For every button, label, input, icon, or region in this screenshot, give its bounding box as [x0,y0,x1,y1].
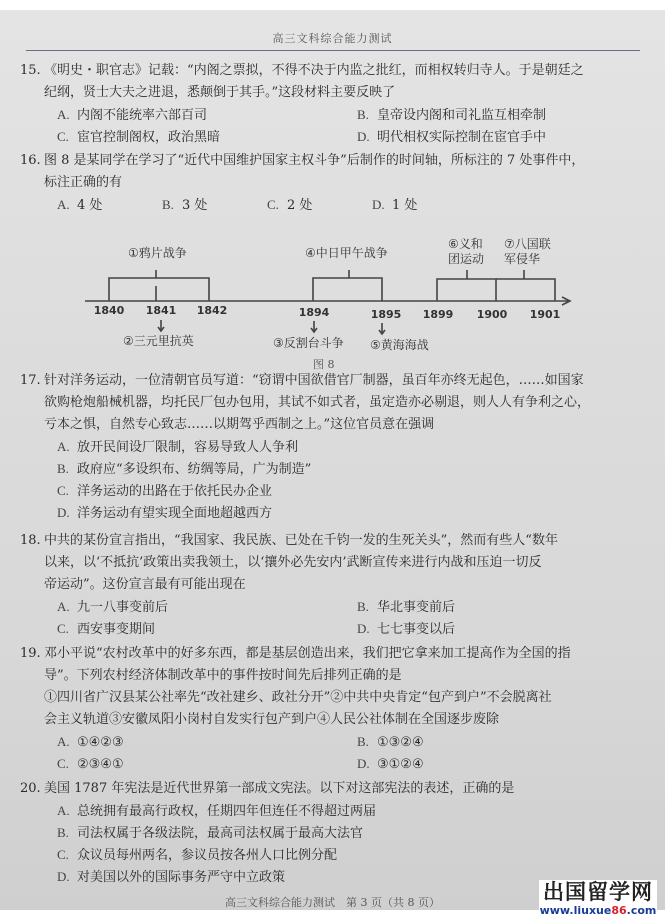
option-label: B. [57,825,69,840]
stem-line: 针对洋务运动，一位清朝官员写道：“窃谓中国欲借官厂制器，虽百年亦终无起色，……如国家 [44,373,584,388]
option-text: 内阁不能统率六部百司 [77,108,208,123]
option-text: ①④②③ [77,735,124,750]
question-number: 16. [20,153,41,168]
timeline-figure [80,232,580,372]
stem-line: 美国 1787 年宪法是近代世界第一部成文宪法。以下对这部宪法的表述，正确的是 [44,781,515,796]
question-number: 15. [20,63,41,78]
year-1899: 1899 [422,308,454,321]
options [20,194,650,216]
event-3-anti-cession-taiwan: ③反割台斗争 [273,336,344,350]
page-header-title: 高三文科综合能力测试 [272,32,393,45]
event-6-boxer-movement: ⑥义和 团运动 [448,237,485,266]
option-c[interactable] [57,126,357,148]
option-text: ①③②④ [377,735,424,750]
question-number: 19. [20,646,41,661]
year-1900: 1900 [476,308,508,321]
option-label: B. [57,461,69,476]
event-2-sanyuanli: ②三元里抗英 [123,334,194,348]
options [20,731,650,775]
year-1895: 1895 [370,308,402,321]
option-text: 西安事变期间 [77,622,156,637]
option-label: C. [57,621,69,636]
option-b[interactable] [357,731,657,753]
option-a[interactable] [57,104,357,126]
options [20,596,650,640]
question-16 [20,150,650,216]
stem-line: 亏本之惧，自然专心致志……以期驾乎西制之上。”这位官员意在强调 [44,417,435,432]
option-text: 九一八事变前后 [77,600,169,615]
option-text: 洋务运动的出路在于依托民办企业 [77,484,273,499]
question-number: 20. [20,781,41,796]
option-label: B. [162,197,174,212]
options [20,800,650,888]
option-label: A. [57,107,70,122]
exam-page [0,10,665,910]
stem-line: 导”。下列农村经济体制改革中的事件按时间先后排列正确的是 [44,668,402,683]
watermark-name: 出国留学网 [539,880,657,904]
option-c[interactable] [57,844,650,866]
option-label: A. [57,803,70,818]
option-c[interactable] [267,194,372,216]
option-b[interactable] [57,458,650,480]
option-b[interactable] [162,194,267,216]
question-number: 17. [20,373,41,388]
page-footer: 高三文科综合能力测试 第 3 页（共 8 页） [225,896,440,909]
stem-line: 欲购枪炮船械机器，均托民厂包办包用，其试不如式者，虽定造亦必剔退，则人人有争利之心， [44,395,591,410]
option-label: A. [57,439,70,454]
option-text: 众议员每州两名，参议员按各州人口比例分配 [77,848,338,863]
option-text: 放开民间设厂限制，容易导致人人争利 [77,440,299,455]
year-1901: 1901 [529,308,561,321]
stem-line: 帝运动”。这份宣言最有可能出现在 [44,577,246,592]
option-label: B. [357,107,369,122]
year-1840: 1840 [93,304,125,317]
event-1-opium-war: ①鸦片战争 [128,246,187,260]
option-text: 皇帝设内阁和司礼监互相牵制 [377,108,547,123]
header-divider [26,50,640,51]
year-1841: 1841 [145,304,177,317]
option-label: B. [357,599,369,614]
option-b[interactable] [357,596,657,618]
option-label: A. [57,734,70,749]
option-label: D. [57,869,70,884]
option-label: A. [57,599,70,614]
options [20,104,650,148]
question-20 [20,778,650,888]
option-label: C. [267,197,279,212]
question-stem [20,530,650,596]
option-d[interactable] [357,753,657,775]
question-18 [20,530,650,640]
stem-line: 图 8 是某同学在学习了“近代中国维护国家主权斗争”后制作的时间轴，所标注的 7 处事件中， [44,153,585,168]
option-label: A. [57,197,70,212]
option-text: 七七事变以后 [377,622,456,637]
site-watermark[interactable] [539,880,657,917]
stem-line: 会主义轨道③安徽凤阳小岗村自发实行包产到户④人民公社体制在全国逐步废除 [44,712,500,727]
option-label: C. [57,847,69,862]
question-17 [20,370,650,524]
question-15 [20,60,650,148]
option-label: C. [57,129,69,144]
watermark-url: www.liuxue86.com [539,904,657,917]
option-c[interactable] [57,480,650,502]
option-text: 宦官控制阁权，政治黑暗 [77,130,221,145]
stem-line: 以来，以‘不抵抗’政策出卖我领土，以‘攘外必先安内’武断宣传来进行内战和压迫一切反 [44,555,542,570]
option-a[interactable] [57,800,650,822]
stem-line: 纪纲，贤士大夫之进退，悉颠倒于其手。”这段材料主要反映了 [44,85,396,100]
stem-line: 中共的某份宣言指出，“我国家、我民族、已处在千钧一发的生死关头”，然而有些人“数年 [44,533,558,548]
option-label: D. [357,621,370,636]
option-a[interactable] [57,731,357,753]
option-d[interactable] [357,618,657,640]
option-text: 2 处 [287,198,313,213]
option-label: C. [57,756,69,771]
stem-line: ①四川省广汉县某公社率先“改社建乡、政社分开”②中共中央肯定“包产到户”不会脱离社 [44,690,552,705]
option-d[interactable] [357,126,657,148]
option-text: 总统拥有最高行政权，任期四年但连任不得超过两届 [77,804,377,819]
option-c[interactable] [57,753,357,775]
option-a[interactable] [57,436,650,458]
question-stem [20,643,650,731]
question-stem [20,778,650,800]
option-d[interactable] [372,194,477,216]
option-text: 洋务运动有望实现全面地超越西方 [77,506,273,521]
year-1894: 1894 [298,306,330,319]
option-text: 1 处 [392,198,418,213]
question-stem [20,370,650,436]
option-text: 4 处 [77,198,103,213]
event-5-yellow-sea-battle: ⑤黄海海战 [370,338,429,352]
question-stem [20,150,650,194]
option-text: 华北事变前后 [377,600,456,615]
option-text: 3 处 [182,198,208,213]
option-b[interactable] [57,822,650,844]
question-19 [20,643,650,775]
option-label: C. [57,483,69,498]
option-label: D. [357,756,370,771]
year-1842: 1842 [196,304,228,317]
options [20,436,650,524]
stem-line: 标注正确的有 [44,175,123,190]
option-d[interactable] [57,502,650,524]
stem-line: 《明史・职官志》记载：“内阁之票拟，不得不决于内监之批红，而相权转归寺人。于是朝廷之 [44,63,584,78]
option-c[interactable] [57,618,357,640]
question-stem [20,60,650,104]
option-b[interactable] [357,104,657,126]
option-a[interactable] [57,596,357,618]
option-text: ③①②④ [377,757,424,772]
option-text: 政府应“多设织布、纺绸等局，广为制造” [77,462,312,477]
option-text: 对美国以外的国际事务严守中立政策 [77,870,286,885]
option-label: D. [357,129,370,144]
option-text: 司法权属于各级法院，最高司法权属于最高大法官 [77,826,364,841]
option-label: B. [357,734,369,749]
option-label: D. [372,197,385,212]
event-7-eight-nation-alliance: ⑦八国联 军侵华 [504,237,551,266]
option-text: 明代相权实际控制在宦官手中 [377,130,547,145]
option-text: ②③④① [77,757,124,772]
stem-line: 邓小平说“农村改革中的好多东西，都是基层创造出来，我们把它拿来加工提高作为全国的指 [44,646,571,661]
event-4-sino-japanese-war: ④中日甲午战争 [305,246,388,260]
figure-caption: 图 8 [313,358,335,371]
option-label: D. [57,505,70,520]
option-a[interactable] [57,194,162,216]
question-number: 18. [20,533,41,548]
